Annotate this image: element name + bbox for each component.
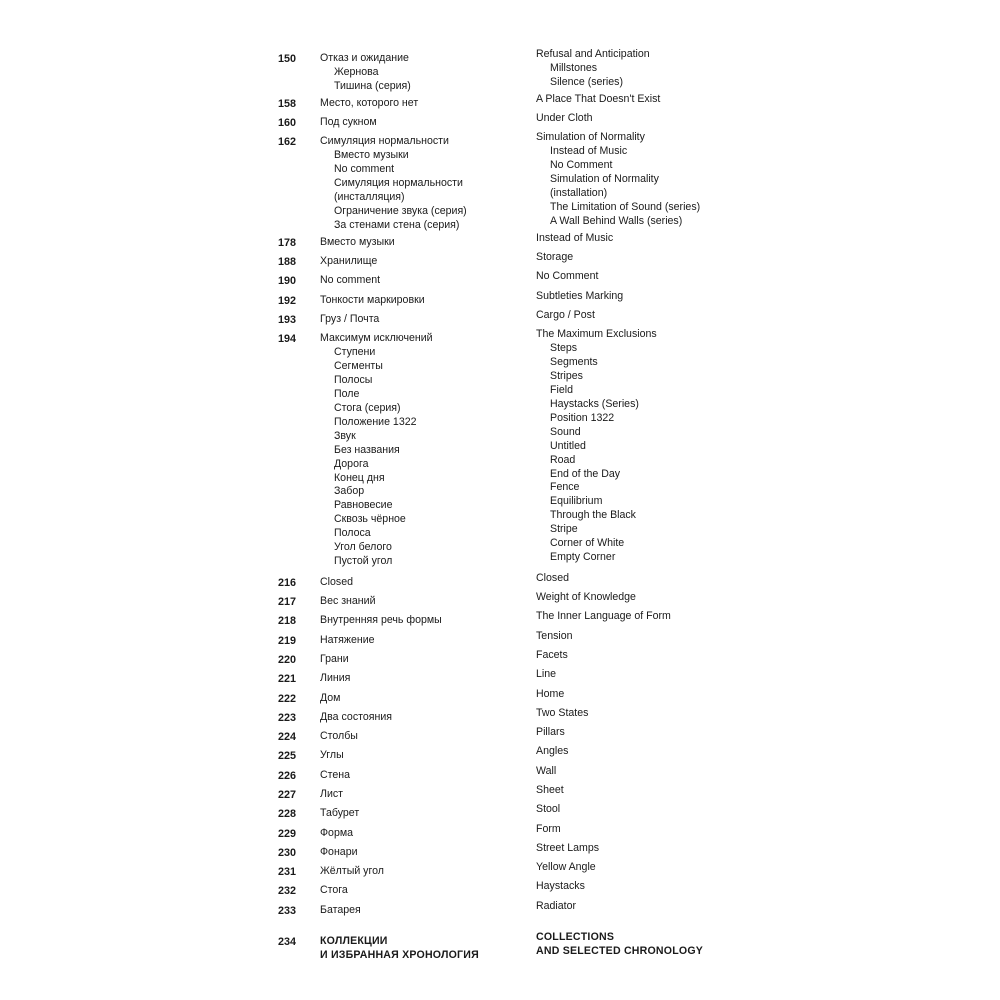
entry-page-number: 223 xyxy=(278,712,297,724)
entry-title-en: Pillars xyxy=(536,726,565,738)
entry-page-number: 229 xyxy=(278,828,297,840)
entry-title-en: Wall xyxy=(536,765,557,777)
subentry-title-en: Haystacks (Series) xyxy=(550,397,639,410)
entry-title-en: Angles xyxy=(536,745,569,757)
entry-page-number: 226 xyxy=(278,770,297,782)
entry-title-en: Simulation of Normality xyxy=(536,131,645,143)
entry-title-ru: Вместо музыки xyxy=(320,236,395,248)
entry-page-number: 217 xyxy=(278,596,297,608)
entry-title-en: Cargo / Post xyxy=(536,309,595,321)
entry-title-en: Form xyxy=(536,823,561,835)
entry-title-ru: Максимум исключений xyxy=(320,332,433,344)
subentry-title-en: Silence (series) xyxy=(550,75,624,88)
entry-page-number: 219 xyxy=(278,635,297,647)
entry-title-en: Under Cloth xyxy=(536,112,593,124)
subentry-title-ru: Равновесие xyxy=(334,499,393,512)
entry-title-ru: Лист xyxy=(320,788,344,800)
entry-page-number: 162 xyxy=(278,136,297,148)
entry-page-number: 158 xyxy=(278,98,297,110)
subentry-title-ru: Ограничение звука (серия) xyxy=(334,204,467,217)
entry-title-ru: Под сукном xyxy=(320,116,377,128)
subentry-title-ru: Поле xyxy=(334,387,360,400)
entry-title-ru: Табурет xyxy=(320,807,360,819)
entry-page-number: 225 xyxy=(278,750,297,762)
subentry-title-ru: Конец дня xyxy=(334,471,385,484)
entry-title-en: Stool xyxy=(536,803,561,815)
entry-title-ru: Хранилище xyxy=(320,255,378,267)
entry-page-number: 220 xyxy=(278,654,297,666)
entry-page-number: 190 xyxy=(278,275,297,287)
subentry-title-en: Road xyxy=(550,453,576,466)
entry-page-number: 232 xyxy=(278,885,297,897)
subentry-title-ru: Тишина (серия) xyxy=(334,79,411,92)
entry-title-en: Home xyxy=(536,688,565,700)
subentry-title-ru: No comment xyxy=(334,162,395,175)
subentry-title-ru: Дорога xyxy=(334,457,369,470)
subentry-title-ru: Симуляция нормальности xyxy=(334,176,463,189)
subentry-title-en: Position 1322 xyxy=(550,411,615,424)
section-title-en: AND SELECTED CHRONOLOGY xyxy=(536,945,704,957)
subentry-title-en: Stripes xyxy=(550,369,583,382)
entry-title-en: Refusal and Anticipation xyxy=(536,48,650,60)
subentry-title-en: A Wall Behind Walls (series) xyxy=(550,214,683,227)
subentry-title-en: The Limitation of Sound (series) xyxy=(550,200,701,213)
entry-title-en: Instead of Music xyxy=(536,232,614,244)
entry-title-ru: Жёлтый угол xyxy=(320,865,384,877)
entry-title-ru: Отказ и ожидание xyxy=(320,52,409,64)
entry-page-number: 218 xyxy=(278,615,297,627)
subentry-title-ru: Сквозь чёрное xyxy=(334,513,406,526)
subentry-title-en: Equilibrium xyxy=(550,495,603,508)
entry-title-ru: Дом xyxy=(320,692,341,704)
subentry-title-ru: Полосы xyxy=(334,373,373,386)
entry-title-en: Two States xyxy=(536,707,589,719)
entry-title-en: Facets xyxy=(536,649,568,661)
subentry-title-ru: Положение 1322 xyxy=(334,415,417,428)
subentry-title-ru: Жернова xyxy=(334,65,379,78)
subentry-title-en: Corner of White xyxy=(550,537,625,550)
entry-title-ru: Столбы xyxy=(320,730,358,742)
entry-title-en: Sheet xyxy=(536,784,564,796)
subentry-title-en: Simulation of Normality xyxy=(550,172,659,185)
entry-page-number: 216 xyxy=(278,577,297,589)
entry-title-en: Subtleties Marking xyxy=(536,290,624,302)
entry-title-ru: Тонкости маркировки xyxy=(320,294,425,306)
entry-page-number: 150 xyxy=(278,53,297,65)
entry-title-ru: Батарея xyxy=(320,904,361,916)
subentry-title-en: Steps xyxy=(550,341,578,354)
entry-title-ru: Стога xyxy=(320,884,348,896)
entry-title-en: Closed xyxy=(536,572,569,584)
entry-title-en: Haystacks xyxy=(536,880,585,892)
entry-title-ru: Груз / Почта xyxy=(320,313,380,325)
subentry-title-en: Fence xyxy=(550,481,580,494)
subentry-title-ru: Полоса xyxy=(334,527,371,540)
subentry-title-ru: (инсталляция) xyxy=(334,190,405,203)
entry-page-number: 178 xyxy=(278,237,297,249)
entry-title-ru: Два состояния xyxy=(320,711,392,723)
subentry-title-en: Untitled xyxy=(550,439,586,452)
entry-page-number: 231 xyxy=(278,866,297,878)
entry-title-ru: No comment xyxy=(320,274,381,286)
entry-title-en: No Comment xyxy=(536,270,599,282)
entry-title-ru: Линия xyxy=(320,672,351,684)
entry-page-number: 221 xyxy=(278,673,297,685)
entry-page-number: 194 xyxy=(278,333,297,345)
subentry-title-en: Sound xyxy=(550,425,581,438)
section-title-en: COLLECTIONS xyxy=(536,931,615,943)
entry-title-en: Radiator xyxy=(536,900,577,912)
entry-page-number: 193 xyxy=(278,314,297,326)
subentry-title-ru: Звук xyxy=(334,429,356,442)
entry-page-number: 227 xyxy=(278,789,297,801)
subentry-title-en: Millstones xyxy=(550,61,598,74)
subentry-title-ru: Пустой угол xyxy=(334,555,393,568)
entry-title-ru: Грани xyxy=(320,653,349,665)
entry-title-ru: Углы xyxy=(320,749,344,761)
subentry-title-ru: Стога (серия) xyxy=(334,401,401,414)
entry-page-number: 234 xyxy=(278,936,297,948)
entry-page-number: 228 xyxy=(278,808,297,820)
entry-title-en: The Inner Language of Form xyxy=(536,610,671,622)
entry-title-ru: Место, которого нет xyxy=(320,97,419,109)
entry-title-ru: Стена xyxy=(320,769,351,781)
entry-title-en: Yellow Angle xyxy=(536,861,596,873)
subentry-title-ru: Сегменты xyxy=(334,359,383,372)
entry-title-en: Storage xyxy=(536,251,574,263)
entry-title-ru: Фонари xyxy=(320,846,358,858)
subentry-title-ru: Забор xyxy=(334,485,365,498)
entry-title-en: Street Lamps xyxy=(536,842,600,854)
subentry-title-en: Stripe xyxy=(550,523,578,536)
entry-title-en: Weight of Knowledge xyxy=(536,591,636,603)
subentry-title-en: Instead of Music xyxy=(550,144,628,157)
subentry-title-en: (installation) xyxy=(550,186,608,199)
entry-title-en: Tension xyxy=(536,630,573,642)
subentry-title-en: Segments xyxy=(550,355,598,368)
entry-title-ru: Closed xyxy=(320,576,353,588)
entry-title-en: Line xyxy=(536,668,557,680)
subentry-title-en: Empty Corner xyxy=(550,551,616,564)
entry-title-ru: Симуляция нормальности xyxy=(320,135,449,147)
entry-title-en: The Maximum Exclusions xyxy=(536,328,657,340)
entry-page-number: 224 xyxy=(278,731,297,743)
entry-title-ru: Форма xyxy=(320,827,354,839)
subentry-title-en: No Comment xyxy=(550,158,613,171)
entry-page-number: 192 xyxy=(278,295,297,307)
entry-page-number: 233 xyxy=(278,905,297,917)
subentry-title-en: End of the Day xyxy=(550,467,621,480)
entry-page-number: 188 xyxy=(278,256,297,268)
subentry-title-en: Through the Black xyxy=(550,509,636,522)
section-title-ru: КОЛЛЕКЦИИ xyxy=(320,935,388,947)
subentry-title-ru: Вместо музыки xyxy=(334,148,409,161)
subentry-title-ru: Ступени xyxy=(334,345,376,358)
entry-title-ru: Натяжение xyxy=(320,634,375,646)
subentry-title-ru: Без названия xyxy=(334,443,400,456)
entry-title-en: A Place That Doesn't Exist xyxy=(536,93,661,105)
subentry-title-ru: За стенами стена (серия) xyxy=(334,218,460,231)
subentry-title-en: Field xyxy=(550,383,573,396)
entry-page-number: 160 xyxy=(278,117,297,129)
entry-title-ru: Вес знаний xyxy=(320,595,376,607)
entry-title-ru: Внутренняя речь формы xyxy=(320,614,442,626)
entry-page-number: 222 xyxy=(278,693,297,705)
entry-page-number: 230 xyxy=(278,847,297,859)
subentry-title-ru: Угол белого xyxy=(334,541,392,554)
section-title-ru: И ИЗБРАННАЯ ХРОНОЛОГИЯ xyxy=(320,949,479,961)
